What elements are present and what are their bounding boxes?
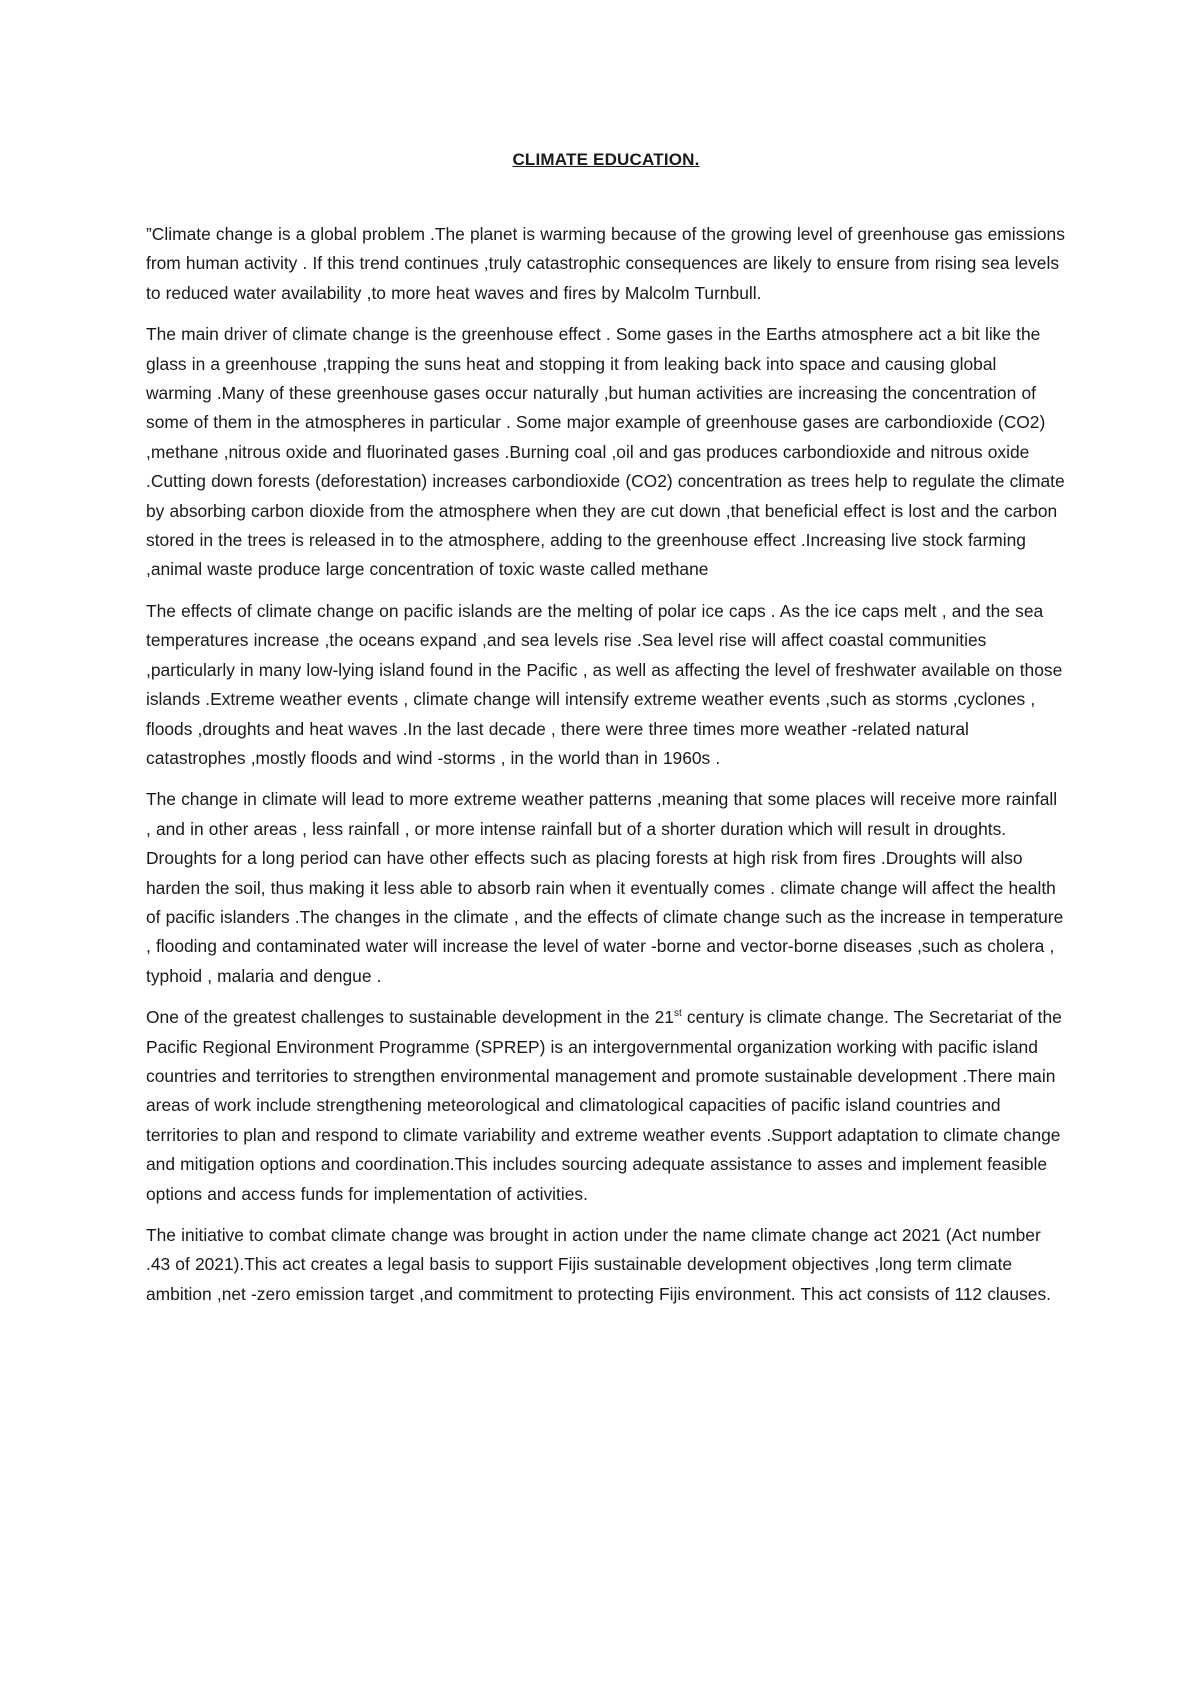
paragraph-climate-act: The initiative to combat climate change was brought in action under the name climate change act 2021 (Act number .43 of 2021).This act creates a legal basis to support Fijis sustainable development objectives ,long term climate ambition ,net -zero emission target ,and commitment to protecting Fijis environment. This act consists of 112 clauses. — [146, 1225, 1052, 1304]
paragraph-sprep-rest: century is climate change. The Secretariat of the Pacific Regional Environment Programme (SPREP) is an intergovernmental organization working with pacific island countries and territories to strengthen environmental management and promote sustainable development .There main areas of work include strengthening meteorological and climatological capacities of pacific island countries and territories to plan and respond to climate variability and extreme weather events .Support adaptation to climate change and mitigation options and coordination.This includes sourcing adequate assistance to asses and implement feasible options and access funds for implementation of activities. — [146, 1007, 1062, 1204]
document-title: CLIMATE EDUCATION. — [512, 150, 700, 169]
paragraph-pacific-effects: The effects of climate change on pacific islands are the melting of polar ice caps . As the ice caps melt , and the sea temperatures increase ,the oceans expand ,and sea levels rise .Sea level rise will affect coastal communities ,particularly in many low-lying island found in the Pacific , as well as affecting the level of freshwater available on those islands .Extreme weather events , climate change will intensify extreme weather events ,such as storms ,cyclones , floods ,droughts and heat waves .In the last decade , there were three times more weather -related natural catastrophes ,mostly floods and wind -storms , in the world than in 1960s . — [146, 600, 1063, 768]
paragraph-sprep — [146, 1003, 1066, 1209]
paragraph-greenhouse-effect: The main driver of climate change is the greenhouse effect . Some gases in the Earths atmosphere act a bit like the glass in a greenhouse ,trapping the suns heat and stopping it from leaking back into space and causing global warming .Many of these greenhouse gases occur naturally ,but human activities are increasing the concentration of some of them in the atmospheres in particular . Some major example of greenhouse gases are carbondioxide (CO2) ,methane ,nitrous oxide and fluorinated gases .Burning coal ,oil and gas produces carbondioxide and nitrous oxide .Cutting down forests (deforestation) increases carbondioxide (CO2) concentration as trees help to regulate the climate by absorbing carbon dioxide from the atmosphere when they are cut down ,that beneficial effect is lost and the carbon stored in the trees is released in to the atmosphere, adding to the greenhouse effect .Increasing live stock farming ,animal waste produce large concentration of toxic waste called methane — [146, 324, 1065, 580]
ordinal-suffix: st — [673, 1008, 682, 1020]
document-body — [146, 150, 1066, 1321]
paragraph-quote: ”Climate change is a global problem .The planet is warming because of the growing level of greenhouse gas emissions from human activity . If this trend continues ,truly catastrophic consequences are likely to ensure from rising sea levels to reduced water availability ,to more heat waves and fires by Malcolm Turnbull. — [146, 224, 1065, 303]
paragraph-weather-patterns: The change in climate will lead to more extreme weather patterns ,meaning that some places will receive more rainfall , and in other areas , less rainfall , or more intense rainfall but of a shorter duration which will result in droughts. Droughts for a long period can have other effects such as placing forests at high risk from fires .Droughts will also harden the soil, thus making it less able to absorb rain when it eventually comes . climate change will affect the health of pacific islanders .The changes in the climate , and the effects of climate change such as the increase in temperature , flooding and contaminated water will increase the level of water -borne and vector-borne diseases ,such as cholera , typhoid , malaria and dengue . — [146, 789, 1064, 986]
paragraph-sprep-start: One of the greatest challenges to sustainable development in the 21 — [146, 1007, 674, 1028]
